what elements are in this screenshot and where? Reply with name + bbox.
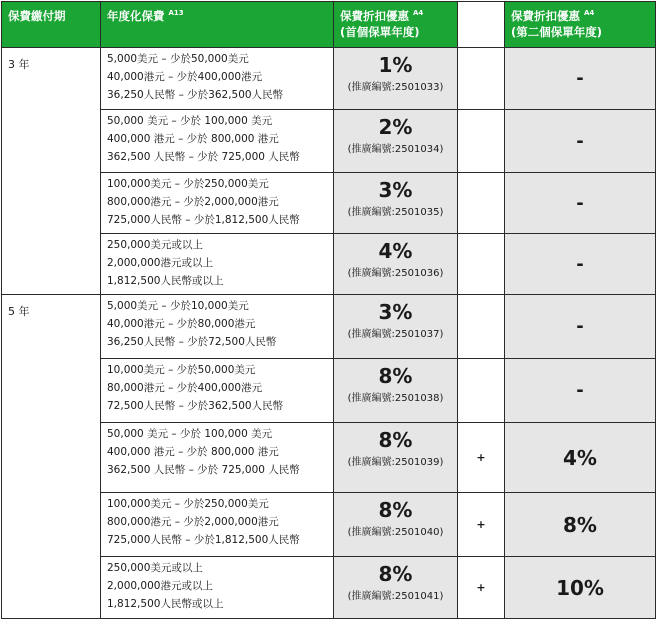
first-year-discount-cell <box>334 359 458 423</box>
plus-cell <box>458 48 505 110</box>
premium-range-line: 362,500 人民幣 – 少於 725,000 人民幣 <box>107 464 300 476</box>
header-second-discount-label: 保費折扣優惠 <box>511 9 580 23</box>
table-row <box>2 173 656 234</box>
header-blank <box>458 2 505 48</box>
second-year-discount-cell <box>505 48 656 110</box>
table-row <box>2 48 656 110</box>
premium-range-line: 50,000 美元 – 少於 100,000 美元 <box>107 115 273 127</box>
promo-code: (推廣編號:2501037) <box>347 329 444 340</box>
premium-range-line: 5,000美元 – 少於50,000美元 <box>107 53 249 65</box>
first-year-discount-cell <box>334 493 458 557</box>
premium-cell <box>101 359 334 423</box>
premium-range-line: 2,000,000港元或以上 <box>107 580 213 592</box>
term-cell <box>2 295 101 619</box>
promo-code: (推廣編號:2501036) <box>347 268 444 279</box>
first-year-discount-cell <box>334 173 458 234</box>
premium-cell <box>101 423 334 493</box>
promo-code: (推廣編號:2501041) <box>347 591 444 602</box>
premium-cell <box>101 234 334 295</box>
plus-sign: + <box>476 581 486 594</box>
header-row <box>2 2 656 48</box>
first-year-discount-rate: 8% <box>378 428 413 452</box>
premium-range-line: 1,812,500人民幣或以上 <box>107 598 224 610</box>
premium-range-line: 72,500人民幣 – 少於362,500人民幣 <box>107 400 284 412</box>
premium-range-line: 2,000,000港元或以上 <box>107 257 213 269</box>
first-year-discount-rate: 8% <box>378 364 413 388</box>
premium-range-line: 800,000港元 – 少於2,000,000港元 <box>107 196 279 208</box>
premium-range-line: 40,000港元 – 少於80,000港元 <box>107 318 256 330</box>
header-premium-note: A13 <box>168 9 184 18</box>
first-year-discount-rate: 1% <box>378 53 413 77</box>
promo-code: (推廣編號:2501039) <box>347 457 444 468</box>
second-year-discount-rate: - <box>576 316 584 337</box>
plus-cell <box>458 423 505 493</box>
second-year-discount-rate: - <box>576 68 584 89</box>
second-year-discount-cell <box>505 295 656 359</box>
header-second-discount <box>505 2 656 48</box>
first-year-discount-cell <box>334 110 458 173</box>
premium-range-line: 400,000 港元 – 少於 800,000 港元 <box>107 133 279 145</box>
first-year-discount-cell <box>334 557 458 619</box>
first-year-discount-rate: 2% <box>378 115 413 139</box>
premium-range-line: 36,250人民幣 – 少於362,500人民幣 <box>107 89 284 101</box>
premium-range-line: 400,000 港元 – 少於 800,000 港元 <box>107 446 279 458</box>
plus-cell <box>458 234 505 295</box>
promo-code: (推廣編號:2501033) <box>347 82 444 93</box>
first-year-discount-rate: 8% <box>378 498 413 522</box>
second-year-discount-rate: - <box>576 192 584 214</box>
promo-code: (推廣編號:2501038) <box>347 393 444 404</box>
second-year-discount-cell <box>505 557 656 619</box>
premium-range-line: 40,000港元 – 少於400,000港元 <box>107 71 263 83</box>
plus-cell <box>458 173 505 234</box>
discount-table <box>1 1 656 619</box>
plus-cell <box>458 110 505 173</box>
header-premium <box>101 2 334 48</box>
premium-range-line: 80,000港元 – 少於400,000港元 <box>107 382 263 394</box>
table-row <box>2 557 656 619</box>
premium-cell <box>101 295 334 359</box>
second-year-discount-rate: 8% <box>563 512 597 537</box>
header-first-discount <box>334 2 458 48</box>
header-first-discount-subtitle: (首個保單年度) <box>340 25 420 39</box>
premium-range-line: 100,000美元 – 少於250,000美元 <box>107 498 269 510</box>
second-year-discount-rate: - <box>576 130 584 152</box>
promo-code: (推廣編號:2501035) <box>347 207 444 218</box>
table-row <box>2 295 656 359</box>
first-year-discount-cell <box>334 423 458 493</box>
first-year-discount-rate: 3% <box>378 300 413 324</box>
premium-cell <box>101 493 334 557</box>
premium-cell <box>101 557 334 619</box>
plus-cell <box>458 557 505 619</box>
table-body <box>2 48 656 619</box>
term-label: 5 年 <box>8 305 30 318</box>
premium-range-line: 800,000港元 – 少於2,000,000港元 <box>107 516 279 528</box>
header-first-discount-label: 保費折扣優惠 <box>340 9 409 23</box>
premium-range-line: 250,000美元或以上 <box>107 562 203 574</box>
second-year-discount-cell <box>505 423 656 493</box>
premium-range-line: 1,812,500人民幣或以上 <box>107 275 224 287</box>
first-year-discount-rate: 8% <box>378 562 413 586</box>
table-row <box>2 493 656 557</box>
premium-range-line: 10,000美元 – 少於50,000美元 <box>107 364 256 376</box>
table-row <box>2 234 656 295</box>
premium-range-line: 50,000 美元 – 少於 100,000 美元 <box>107 428 273 440</box>
premium-cell <box>101 110 334 173</box>
second-year-discount-cell <box>505 234 656 295</box>
second-year-discount-cell <box>505 173 656 234</box>
promo-code: (推廣編號:2501040) <box>347 527 444 538</box>
table-row <box>2 423 656 493</box>
header-premium-label: 年度化保費 <box>107 9 165 23</box>
header-term <box>2 2 101 48</box>
premium-cell <box>101 173 334 234</box>
plus-sign: + <box>476 451 486 464</box>
plus-cell <box>458 295 505 359</box>
second-year-discount-rate: - <box>576 253 584 275</box>
table-row <box>2 110 656 173</box>
premium-range-line: 5,000美元 – 少於10,000美元 <box>107 300 249 312</box>
second-year-discount-rate: 10% <box>556 575 604 600</box>
term-label: 3 年 <box>8 58 30 71</box>
header-second-discount-subtitle: (第二個保單年度) <box>511 25 603 39</box>
premium-range-line: 725,000人民幣 – 少於1,812,500人民幣 <box>107 534 300 546</box>
second-year-discount-cell <box>505 359 656 423</box>
premium-range-line: 250,000美元或以上 <box>107 239 203 251</box>
second-year-discount-rate: 4% <box>563 445 597 470</box>
second-year-discount-cell <box>505 493 656 557</box>
premium-range-line: 36,250人民幣 – 少於72,500人民幣 <box>107 336 277 348</box>
term-cell <box>2 48 101 295</box>
first-year-discount-cell <box>334 234 458 295</box>
premium-range-line: 725,000人民幣 – 少於1,812,500人民幣 <box>107 214 300 226</box>
first-year-discount-cell <box>334 295 458 359</box>
premium-range-line: 100,000美元 – 少於250,000美元 <box>107 178 269 190</box>
first-year-discount-cell <box>334 48 458 110</box>
header-term-label: 保費繳付期 <box>8 9 66 23</box>
table-row <box>2 359 656 423</box>
plus-sign: + <box>476 518 486 531</box>
second-year-discount-rate: - <box>576 380 584 401</box>
premium-cell <box>101 48 334 110</box>
first-year-discount-rate: 4% <box>378 239 413 263</box>
promo-code: (推廣編號:2501034) <box>347 144 444 155</box>
second-year-discount-cell <box>505 110 656 173</box>
premium-range-line: 362,500 人民幣 – 少於 725,000 人民幣 <box>107 151 300 163</box>
first-year-discount-rate: 3% <box>378 178 413 202</box>
header-second-discount-note: A4 <box>584 9 595 18</box>
plus-cell <box>458 359 505 423</box>
plus-cell <box>458 493 505 557</box>
header-first-discount-note: A4 <box>413 9 424 18</box>
